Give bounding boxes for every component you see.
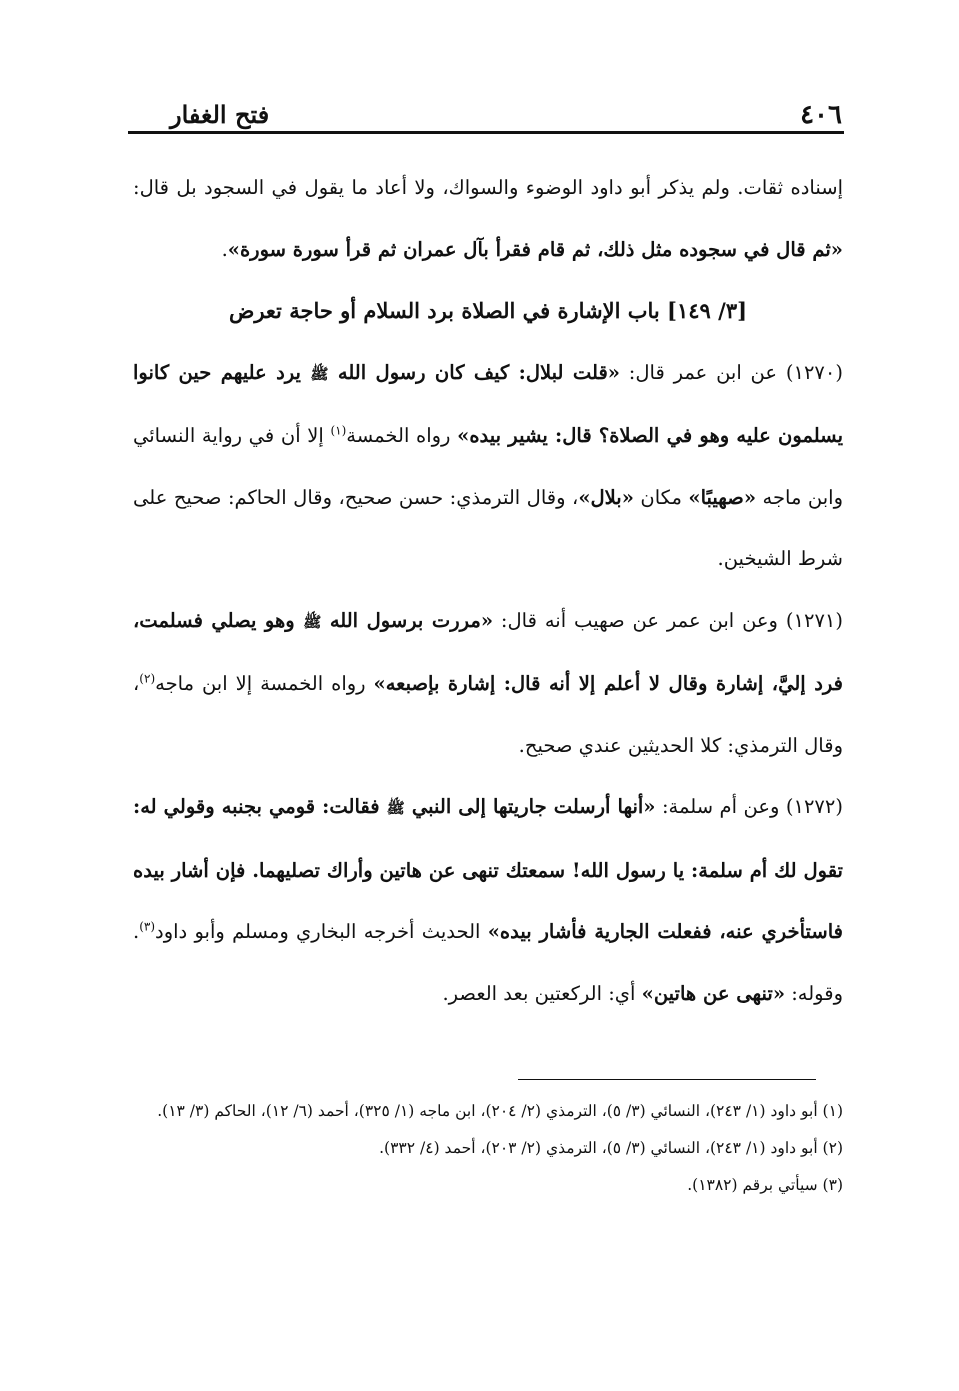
paragraph-end: . — [221, 237, 228, 261]
hadith-number: (١٢٧٠) — [785, 360, 843, 384]
narration-text: إلا أن في رواية النسائي وابن ماجه — [133, 424, 844, 509]
footnote-2: (٢) أبو داود (١/ ٢٤٣)، النسائي (٣/ ٥)، الترمذي (٢/ ٢٠٣)، أحمد (٤/ ٣٣٢). — [379, 1139, 843, 1157]
footnote-marker: (١) — [330, 423, 347, 438]
footnote-marker: (٣) — [139, 919, 156, 934]
narration-text: الحديث أخرجه البخاري ومسلم وأبو داود — [155, 920, 488, 943]
narration-text: ، وقال الترمذي: كلا الحديثين عندي صحيح. — [133, 672, 843, 757]
hadith-number: (١٢٧٢) — [785, 795, 843, 818]
hadith-quote-cont: فقالت: قومي بجنبه وقولي له: تقول لك أم سلمة: يا رسول الله! سمعتك تنهى عن هاتين وأراك تصليهما. فإن أشار بيده فاستأخري عنه، ففعلت الجارية فأشار بيده» — [133, 795, 843, 943]
footnote-1: (١) أبو داود (١/ ٢٤٣)، النسائي (٣/ ٥)، الترمذي (٢/ ٢٠٤)، ابن ماجه (١/ ٣٢٥)، أحمد (٦/ ١٢)، الحاكم (٣/ ١٣). — [157, 1102, 843, 1120]
hadith-1270 — [133, 342, 843, 590]
narration-text: ، وقال الترمذي: حسن صحيح، وقال الحاكم: صحيح على شرط الشيخين. — [133, 485, 843, 570]
footnote-3: (٣) سيأتي برقم (١٣٨٢). — [687, 1176, 843, 1194]
footnote-separator — [518, 1079, 816, 1080]
header-rule — [128, 131, 844, 134]
salawat-symbol: ﷺ — [303, 612, 322, 631]
hadith-intro: وعن أم سلمة: — [655, 795, 786, 818]
hadith-quote: «قلت لبلال: كيف كان رسول الله — [328, 360, 620, 384]
hadith-quote-cont: وهو يصلي فسلمت، فرد إليَّ، إشارة وقال لا أعلم إلا أنه قال: إشارة بإصبعه» — [133, 608, 843, 695]
hadith-intro: عن ابن عمر قال: — [619, 360, 786, 384]
page-header — [130, 92, 842, 130]
hadith-quote: «أنها أرسلت جاريتها إلى النبي — [404, 795, 656, 818]
salawat-symbol: ﷺ — [310, 364, 329, 383]
quoted-word: «بلال» — [578, 485, 634, 509]
narration-text: رواه الخمسة — [346, 424, 458, 447]
quoted-word: «صهيبًا» — [688, 485, 757, 509]
hadith-intro: وعن ابن عمر عن صهيب أنه قال: — [493, 608, 786, 632]
main-text — [133, 157, 843, 1024]
hadith-quote: «مررت برسول الله — [321, 608, 494, 632]
narration-text: مكان — [633, 485, 689, 509]
hadith-number: (١٢٧١) — [785, 608, 844, 632]
narration-text: . وقوله: — [133, 920, 843, 1005]
quoted-word: «تنهى عن هاتين» — [641, 981, 786, 1005]
paragraph-continuation — [133, 157, 843, 280]
chapter-heading: [٣/ ١٤٩] باب الإشارة في الصلاة برد السلام أو حاجة تعرض — [228, 298, 748, 323]
quoted-text: «ثم قال في سجوده مثل ذلك، ثم قام فقرأ بآل عمران ثم قرأ سورة سورة» — [227, 237, 843, 261]
salawat-symbol: ﷺ — [386, 799, 405, 817]
narration-text: أي: الركعتين بعد العصر. — [442, 981, 642, 1005]
hadith-quote-cont: يرد عليهم حين كانوا يسلمون عليه وهو في الصلاة؟ قال: يشير بيده» — [133, 360, 843, 447]
page-number: ٤٠٦ — [800, 100, 842, 130]
narration-text: رواه الخمسة إلا ابن ماجه — [155, 672, 374, 695]
footnote-marker: (٢) — [139, 671, 156, 686]
paragraph-text: إسناده ثقات. ولم يذكر أبو داود الوضوء والسواك، ولا أعاد ما يقول في السجود بل قال: — [133, 176, 843, 199]
footnotes — [133, 1093, 843, 1204]
hadith-1271 — [133, 590, 843, 777]
hadith-1272 — [133, 776, 843, 1024]
running-title: فتح الغفار — [170, 100, 270, 129]
